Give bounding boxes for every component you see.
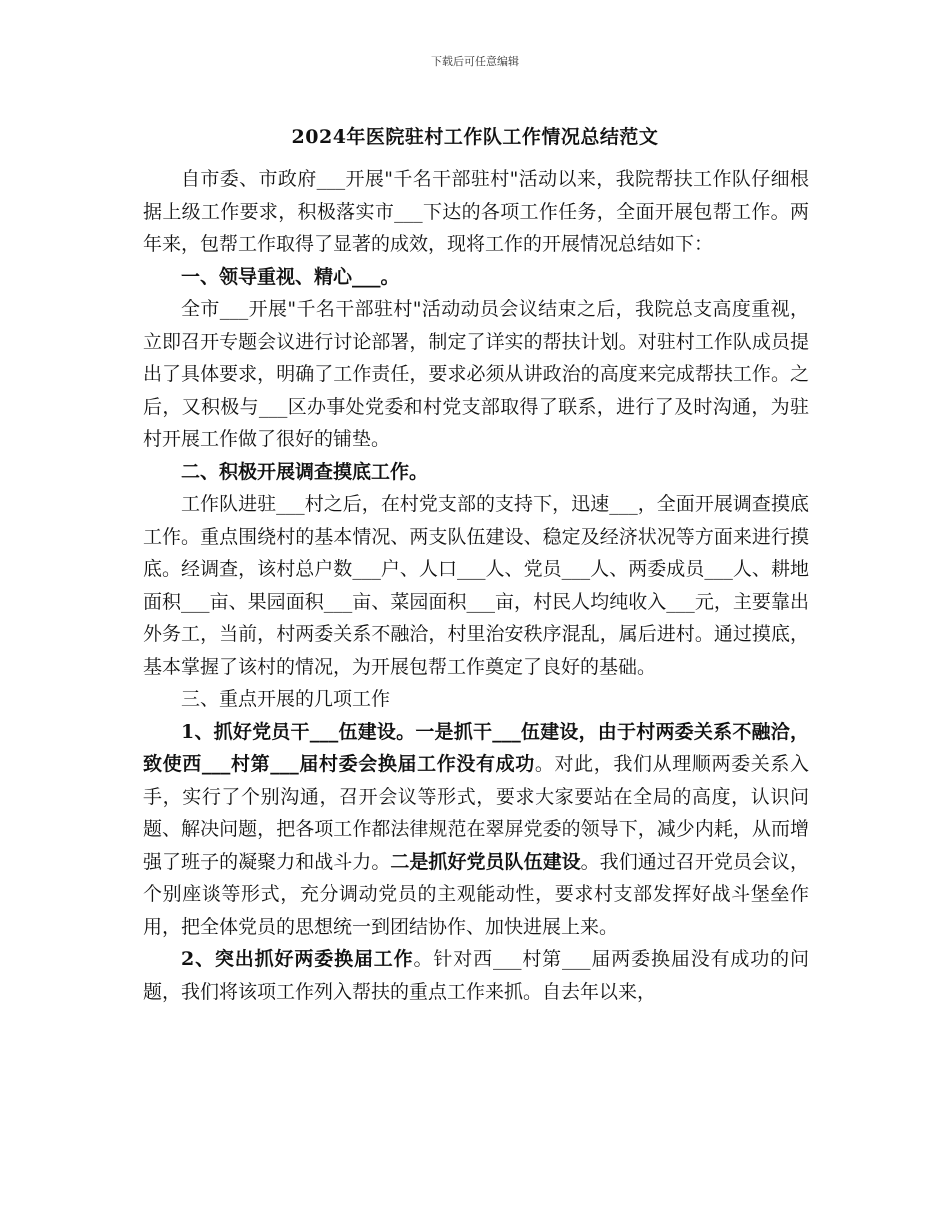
section-heading-1: 一、领导重视、精心___。 bbox=[181, 265, 400, 288]
section-heading-3: 三、重点开展的几项工作 bbox=[181, 688, 391, 710]
item-1-bold-lead: 1、抓好党员干___伍建设。一是抓干___伍建设，由于村两委关系不融洽，致使西___村第___届村委会换届工作没有成功 bbox=[143, 720, 809, 775]
intro-paragraph: 自市委、市政府___开展"千名干部驻村"活动以来，我院帮扶工作队仔细根据上级工作要求，积极落实市___下达的各项工作任务，全面开展包帮工作。两年来，包帮工作取得了显著的成效，现将工作的开展情况总结如下： bbox=[143, 168, 809, 255]
section-1-paragraph: 全市___开展"千名干部驻村"活动动员会议结束之后，我院总支高度重视，立即召开专题会议进行讨论部署，制定了详实的帮扶计划。对驻村工作队成员提出了具体要求，明确了工作责任，要求必须从讲政治的高度来完成帮扶工作。之后，又积极与___区办事处党委和村党支部取得了联系，进行了及时沟通，为驻村开展工作做了很好的铺垫。 bbox=[143, 298, 809, 450]
document-title: 2024年医院驻村工作队工作情况总结范文 bbox=[291, 126, 659, 148]
section-2-paragraph: 工作队进驻___村之后，在村党支部的支持下，迅速___，全面开展调查摸底工作。重点围绕村的基本情况、两支队伍建设、稳定及经济状况等方面来进行摸底。经调查，该村总户数___户、人口___人、党员___人、两委成员___人、耕地面积___亩、果园面积___亩、菜园面积___亩，村民人均纯收入___元，主要靠出外务工，当前，村两委关系不融洽，村里治安秩序混乱，属后进村。通过摸底，基本掌握了该村的情况，为开展包帮工作奠定了良好的基础。 bbox=[143, 493, 809, 678]
section-heading-2: 二、积极开展调查摸底工作。 bbox=[181, 460, 429, 483]
section-3-item-1 bbox=[143, 716, 809, 944]
item-1-bold-sub: 二是抓好党员队伍建设 bbox=[390, 850, 581, 873]
page-header: 下载后可任意编辑 bbox=[431, 55, 519, 68]
document-body bbox=[143, 163, 809, 1008]
item-1-text-2: 。我们通过召开党员会议，个别座谈等形式，充分调动党员的主观能动性，要求村支部发挥好战斗堡垒作用，把全体党员的思想统一到团结协作、加快进展上来。 bbox=[143, 850, 809, 938]
section-3-item-2 bbox=[143, 943, 809, 1008]
item-1-text: 。对此，我们从理顺两委关系入手，实行了个别沟通，召开会议等形式，要求大家要站在全局的高度，认识问题、解决问题，把各项工作都法律规范在翠屏党委的领导下，减少内耗，从而增强了班子的凝聚力和战斗力。 bbox=[143, 753, 809, 873]
item-2-bold-lead: 2、突出抓好两委换届工作 bbox=[181, 948, 414, 970]
item-2-text: 。针对西___村第___届两委换届没有成功的问题，我们将该项工作列入帮扶的重点工作来抓。自去年以来， bbox=[143, 948, 809, 1003]
